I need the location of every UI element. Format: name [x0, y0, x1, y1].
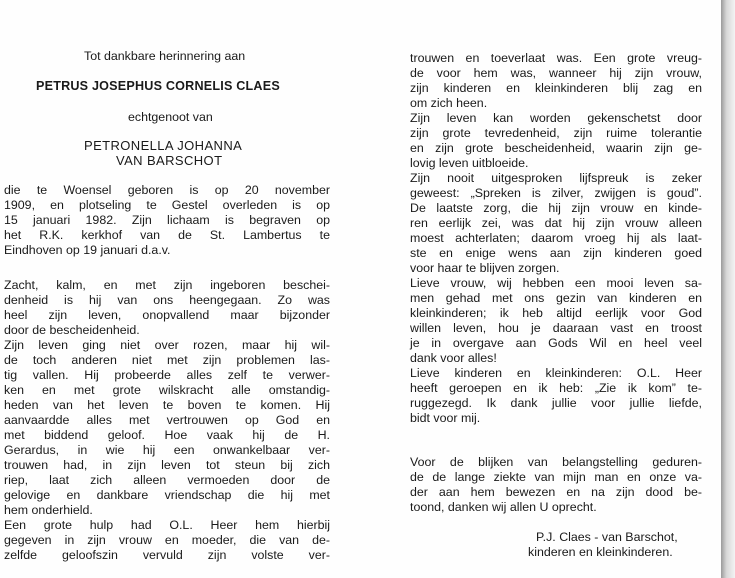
spouse-name-line-2: VAN BARSCHOT	[116, 153, 223, 168]
text-line: die te Woensel geboren is op 20 november	[4, 183, 330, 197]
text-line: het R.K. kerkhof van de St. Lambertus te	[4, 228, 330, 242]
text-line: kleinkinderen; ik heb altijd eerlijk voor God	[410, 306, 702, 320]
text-line: gegeven in zijn vrouw en moeder, die van de-	[4, 533, 330, 547]
text-line: en zijn grote bescheidenheid, waarin zijn ge-	[410, 141, 702, 155]
text-line: trouwen en toeverlaat was. Een grote vreug-	[410, 51, 702, 65]
text-line: Zijn leven kan worden gekenschetst door	[410, 111, 702, 125]
text-line: zijn grote tevredenheid, zijn ruime tolerantie	[410, 126, 702, 140]
text-line: men gehad met ons gezin van kinderen en	[410, 291, 702, 305]
text-line: 15 januari 1982. Zijn lichaam is begraven op	[4, 213, 330, 227]
signature-line-1: P.J. Claes - van Barschot,	[536, 530, 678, 544]
text-line: gelovige en dankbare vriendschap die hij met	[4, 488, 330, 502]
text-line: door de bescheidenheid.	[4, 323, 140, 337]
text-line: trouwen had, in zijn leven tot steun bij zich	[4, 458, 330, 472]
text-line: heeft geroepen en ik heb: „Zie ik kom” te-	[410, 381, 702, 395]
text-line: Gerardus, in wie hij een onwankelbaar ver-	[4, 443, 330, 457]
spouse-name-line-1: PETRONELLA JOHANNA	[84, 138, 243, 153]
motto-line: geweest: „Spreken is zilver, zwijgen is goud”.	[410, 186, 702, 200]
text-line: lovig leven uitbloeide.	[410, 156, 529, 170]
text-line: de voor hem was, wanneer hij zijn vrouw,	[410, 66, 702, 80]
intro-line: Tot dankbare herinnering aan	[84, 49, 246, 63]
text-line: je in overgave aan Gods Wil en heel veel	[410, 336, 702, 350]
text-line: hem onderhield.	[4, 503, 93, 517]
text-line: Zijn leven ging niet over rozen, maar hij wil-	[4, 338, 330, 352]
text-line: ruggezegd. Ik dank jullie voor jullie liefde,	[410, 396, 702, 410]
text-line: de toch anderen niet met zijn problemen las-	[4, 353, 330, 367]
text-line: Lieve kinderen en kleinkinderen: O.L. Heer	[410, 366, 702, 380]
text-line: ste en enige wens aan zijn kinderen goed	[410, 246, 702, 260]
text-line: zelfde geloofszin vervuld zijn volste ver-	[4, 548, 330, 562]
text-line: Zacht, kalm, en met zijn ingeboren beschei-	[4, 278, 330, 292]
text-line: willen leven, hou je daaraan vast en troost	[410, 321, 702, 335]
text-line: Een grote hulp had O.L. Heer hem hierbij	[4, 518, 330, 532]
text-line: heden van het leven te boven te komen. Hij	[4, 398, 330, 412]
text-line: tig vallen. Hij probeerde alles zelf te verwer-	[4, 368, 330, 382]
text-line: heel zijn leven, onopvallend maar bijzonder	[4, 308, 330, 322]
deceased-name: PETRUS JOSEPHUS CORNELIS CLAES	[36, 79, 280, 93]
text-line: met biddend geloof. Hoe vaak hij de H.	[4, 428, 330, 442]
text-line: 1909, en plotseling te Gestel overleden is op	[4, 198, 330, 212]
text-line: Eindhoven op 19 januari d.a.v.	[4, 243, 171, 257]
page-edge-shadow	[721, 0, 735, 578]
text-line: Lieve vrouw, wij hebben een mooi leven sa-	[410, 276, 702, 290]
text-line: voor haar te blijven zorgen.	[410, 261, 560, 275]
text-line: om zich heen.	[410, 96, 488, 110]
text-line: der aan hem bewezen en na zijn dood be-	[410, 485, 702, 499]
text-line: zijn kinderen en kleinkinderen blij zag en	[410, 81, 702, 95]
signature-line-2: kinderen en kleinkinderen.	[528, 545, 673, 559]
text-line: aanvaardde alles met vertrouwen op God en	[4, 413, 330, 427]
text-line: de de lange ziekte van mijn man en onze va-	[410, 470, 702, 484]
text-line: dank voor alles!	[410, 351, 497, 365]
text-line: bidt voor mij.	[410, 411, 481, 425]
text-line: Zijn nooit uitgesproken lijfspreuk is zeker	[410, 171, 702, 185]
text-line: ken en met grote wilskracht alle omstandig-	[4, 383, 330, 397]
text-line: toond, danken wij allen U oprecht.	[410, 500, 597, 514]
text-line: Voor de blijken van belangstelling geduren-	[410, 455, 702, 469]
spouse-label: echtgenoot van	[128, 110, 213, 124]
text-line: riep, laat zich alleen vermoeden door de	[4, 473, 330, 487]
text-line: De laatste zorg, die hij zijn vrouw en kinde-	[410, 201, 702, 215]
text-line: ren eerlijk zei, was dat hij zijn vrouw alleen	[410, 216, 702, 230]
text-line: denheid is hij van ons heengegaan. Zo was	[4, 293, 330, 307]
text-line: moest achterlaten; daarom vroeg hij als laat-	[410, 231, 702, 245]
